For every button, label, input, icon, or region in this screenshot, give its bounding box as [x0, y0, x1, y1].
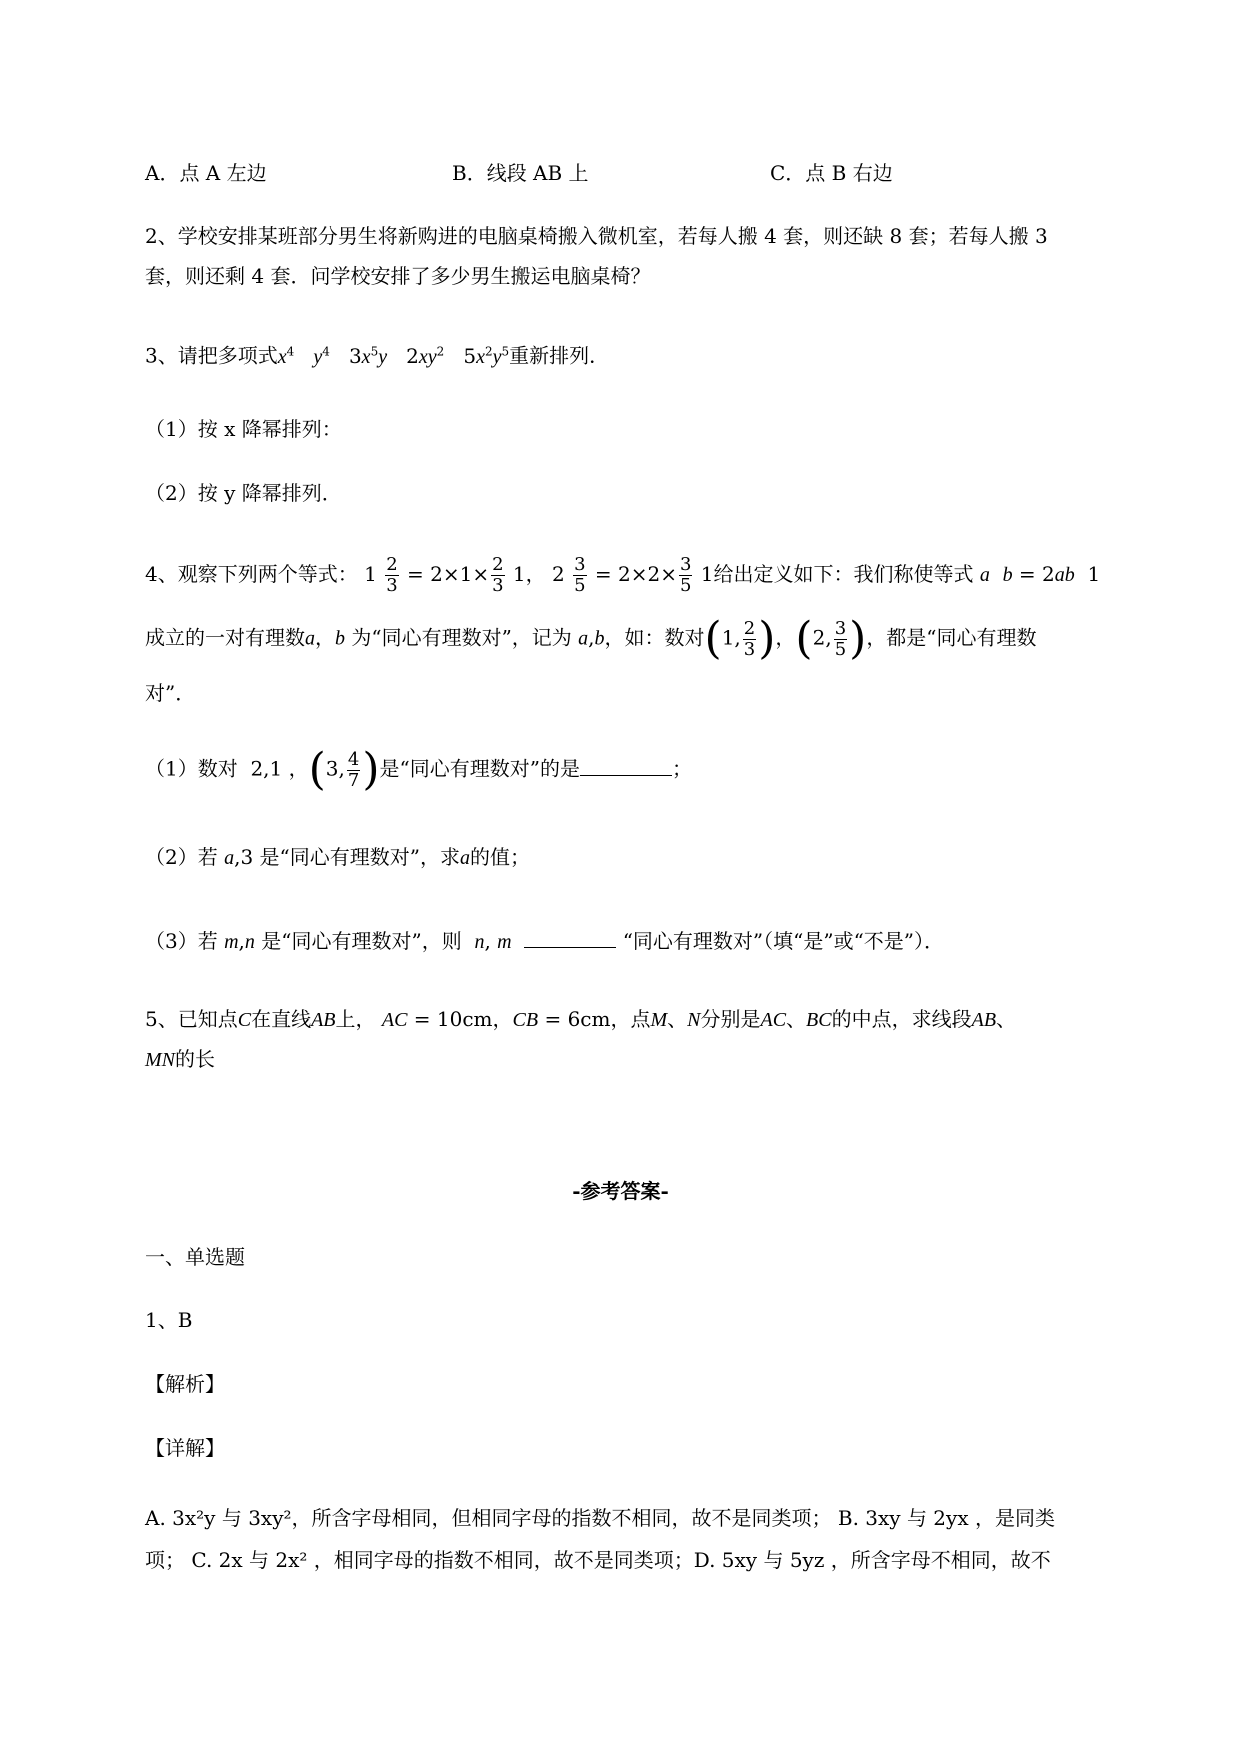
answer-section-title: -参考答案-: [572, 1179, 669, 1203]
question-4-line-2: 成立的一对有理数a，b 为“同心有理数对”，记为 a,b，如：数对(1, $\frac{2}{3}$ )，(2, $\frac{3}{5}$ )，都是“同心有理数: [145, 613, 1037, 664]
section-heading: 一、单选题: [145, 1245, 245, 1269]
question-4-line2-a: 成立的一对有理数: [145, 625, 305, 650]
answer-blank-2[interactable]: [524, 927, 616, 948]
question-4-line-3: 对”．: [145, 681, 196, 705]
question-4-sub3-prefix: （3）若: [145, 929, 218, 953]
question-4-line2-c: ，如：数对: [604, 625, 705, 650]
question-4-sub2-mid: 是“同心有理数对”，求: [259, 845, 460, 869]
question-4-sub-1: （1）数对 2,1 ，(3, $\frac{4}{7}$ )是“同心有理数对”的是 ；: [145, 744, 692, 795]
question-5-b: 在直线: [251, 1007, 312, 1031]
polynomial-expression: $x^4$ $y^4$ $3x^5y$ $2xy^2$ $5x^2y^5$: [277, 343, 510, 368]
answer-blank-1[interactable]: [580, 755, 672, 776]
question-4-sub3-suffix: “同心有理数对”（填“是”或“不是”）．: [622, 929, 945, 953]
question-4-sub3-mid: 是“同心有理数对”，则: [261, 929, 462, 953]
question-5-line-1: 5、已知点C在直线AB上， AC = 10cm，CB = 6cm，点M、N分别是AC、BC的中点，求线段AB、: [145, 1007, 1017, 1031]
question-2-line-1: 2、学校安排某班部分男生将新购进的电脑桌椅搬入微机室，若每人搬 4 套，则还缺 8 套；若每人搬 3: [145, 224, 1048, 248]
question-3-prefix: 3、请把多项式: [145, 343, 278, 368]
equation-1: 1 $\frac{2}{3}$ = 2×1× $\frac{2}{3}$ 1， 2 $\frac{3}{5}$ = 2×2× $\frac{3}{5}$ 1: [364, 554, 714, 596]
detail-line-1: A. 3x²y 与 3xy²，所含字母相同，但相同字母的指数不相同，故不是同类项； B. 3xy 与 2yx ，是同类: [145, 1506, 1055, 1530]
equation-definition: a b = 2ab 1: [979, 562, 1101, 586]
question-4-line-1: [145, 555, 1100, 596]
question-4-line2-d: ，都是“同心有理数: [866, 625, 1037, 650]
question-4-mid: 给出定义如下：我们称使等式: [713, 562, 974, 586]
question-5-c: 上，: [335, 1007, 376, 1031]
question-5-d: ，点: [610, 1007, 651, 1031]
question-4-sub1-prefix: （1）数对: [145, 756, 238, 781]
question-5-a: 5、已知点: [145, 1007, 238, 1031]
question-3-sub-2: （2）按 y 降幂排列．: [145, 481, 342, 505]
question-4-sub2-suffix: 的值；: [470, 845, 530, 869]
question-4-sub-2: （2）若 a,3 是“同心有理数对”，求a的值；: [145, 845, 530, 869]
question-5-f: 的中点，求线段: [831, 1007, 972, 1031]
detail-line-2: 项； C. 2x 与 2x² ，相同字母的指数不相同，故不是同类项；D. 5xy 与 5yz ，所含字母不相同，故不: [145, 1548, 1051, 1572]
question-4-prefix: 4、观察下列两个等式：: [145, 562, 358, 586]
question-4-sub2-prefix: （2）若: [145, 845, 218, 869]
answer-1: 1、B: [145, 1308, 193, 1332]
question-4-line2-b: 为“同心有理数对”，记为: [351, 625, 572, 650]
question-5-line-2: MN的长: [145, 1047, 215, 1071]
question-4-sub1-suffix: 是“同心有理数对”的是: [379, 756, 580, 781]
option-a: A．点 A 左边: [145, 161, 267, 185]
question-4-sub-3: （3）若 m,n 是“同心有理数对”，则 n, m “同心有理数对”（填“是”或“不是”）．: [145, 929, 945, 953]
detail-label: 【详解】: [145, 1436, 225, 1460]
question-3-sub-1: （1）按 x 降幂排列：: [145, 417, 342, 441]
question-5-line2: 的长: [175, 1047, 215, 1071]
option-b: B．线段 AB 上: [452, 161, 589, 185]
question-3-suffix: 重新排列．: [509, 343, 610, 368]
question-3: [145, 336, 609, 372]
question-5-e: 分别是: [700, 1007, 761, 1031]
option-c: C．点 B 右边: [770, 161, 893, 185]
analysis-label: 【解析】: [145, 1372, 225, 1396]
question-2-line-2: 套，则还剩 4 套．问学校安排了多少男生搬运电脑桌椅？: [145, 264, 651, 288]
